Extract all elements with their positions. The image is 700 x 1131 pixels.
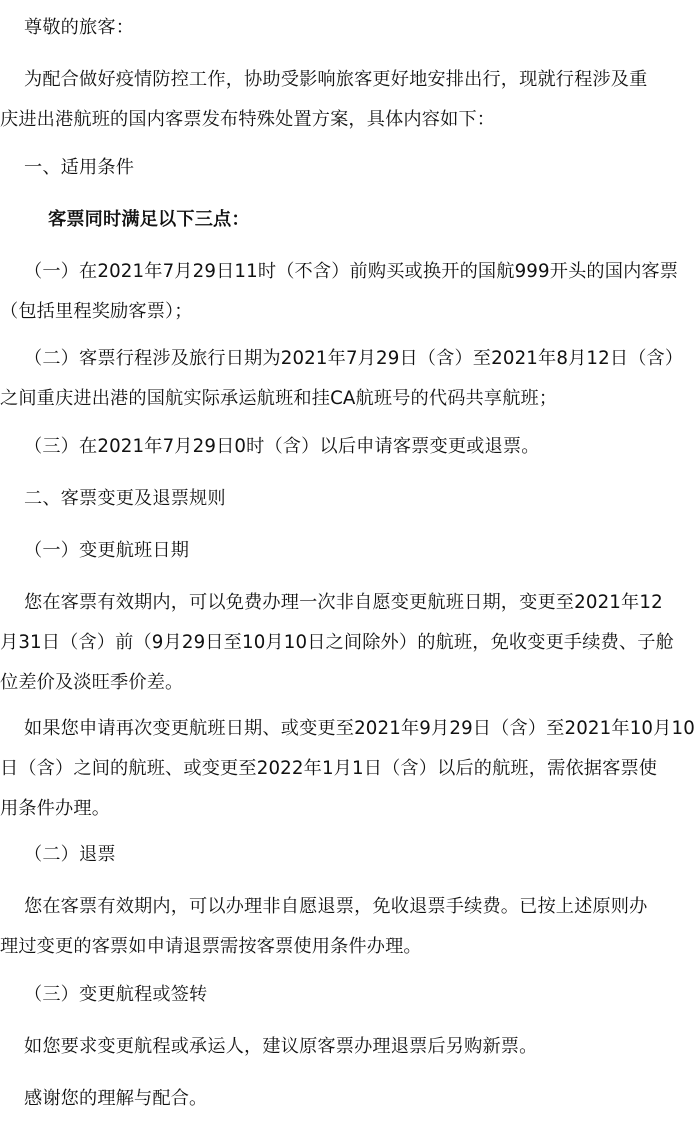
change-date-paragraph-2: [0, 709, 695, 829]
condition-item-2-line-2: 之间重庆进出港的国航实际承运航班和挂CA航班号的代码共享航班；: [0, 388, 558, 409]
intro-line-1: 为配合做好疫情防控工作，协助受影响旅客更好地安排出行，现就行程涉及重: [24, 69, 648, 90]
refund-heading-text: （二）退票: [24, 844, 116, 865]
section-2-heading: [0, 479, 690, 519]
section-1-heading-text: 一、适用条件: [24, 157, 135, 178]
change-date-paragraph-2-line-2: 日（含）之间的航班、或变更至2022年1月1日（含）以后的航班，需依据客票使: [0, 758, 658, 779]
closing: [0, 1079, 690, 1119]
section-1-subheading-text: 客票同时满足以下三点：: [48, 209, 250, 230]
intro-line-2: 庆进出港航班的国内客票发布特殊处置方案，具体内容如下：: [0, 109, 496, 130]
condition-item-2: [0, 339, 690, 419]
intro-paragraph: [0, 60, 690, 140]
section-1-heading: [0, 148, 690, 188]
route-change-heading: [0, 975, 690, 1015]
section-1-subheading: [0, 200, 690, 240]
refund-paragraph-line-1: 您在客票有效期内，可以办理非自愿退票，免收退票手续费。已按上述原则办: [24, 896, 648, 917]
greeting-text: 尊敬的旅客：: [24, 17, 135, 38]
change-date-paragraph-2-line-3: 用条件办理。: [0, 798, 111, 819]
refund-heading: [0, 835, 690, 875]
condition-item-3-text: （三）在2021年7月29日0时（含）以后申请客票变更或退票。: [24, 436, 540, 457]
change-date-paragraph-1-line-1: 您在客票有效期内，可以免费办理一次非自愿变更航班日期，变更至2021年12: [24, 592, 663, 613]
closing-text: 感谢您的理解与配合。: [24, 1088, 208, 1109]
change-date-heading-text: （一）变更航班日期: [24, 540, 190, 561]
route-change-paragraph: [0, 1027, 690, 1067]
condition-item-1-line-2: （包括里程奖励客票）；: [0, 301, 193, 322]
condition-item-1-line-1: （一）在2021年7月29日11时（不含）前购买或换开的国航999开头的国内客票: [24, 261, 679, 282]
change-date-paragraph-1: [0, 583, 690, 703]
refund-paragraph: [0, 887, 690, 967]
condition-item-1: [0, 252, 690, 332]
change-date-paragraph-1-line-3: 位差价及淡旺季价差。: [0, 672, 184, 693]
greeting: [0, 8, 690, 48]
refund-paragraph-line-2: 理过变更的客票如申请退票需按客票使用条件办理。: [0, 936, 422, 957]
route-change-paragraph-text: 如您要求变更航程或承运人，建议原客票办理退票后另购新票。: [24, 1036, 538, 1057]
route-change-heading-text: （三）变更航程或签转: [24, 984, 208, 1005]
condition-item-2-line-1: （二）客票行程涉及旅行日期为2021年7月29日（含）至2021年8月12日（含）: [24, 348, 684, 369]
change-date-paragraph-1-line-2: 月31日（含）前（9月29日至10月10日之间除外）的航班，免收变更手续费、子舱: [0, 632, 674, 653]
condition-item-3: [0, 427, 690, 467]
section-2-heading-text: 二、客票变更及退票规则: [24, 488, 226, 509]
change-date-heading: [0, 531, 690, 571]
change-date-paragraph-2-line-1: 如果您申请再次变更航班日期、或变更至2021年9月29日（含）至2021年10月10: [24, 718, 695, 739]
